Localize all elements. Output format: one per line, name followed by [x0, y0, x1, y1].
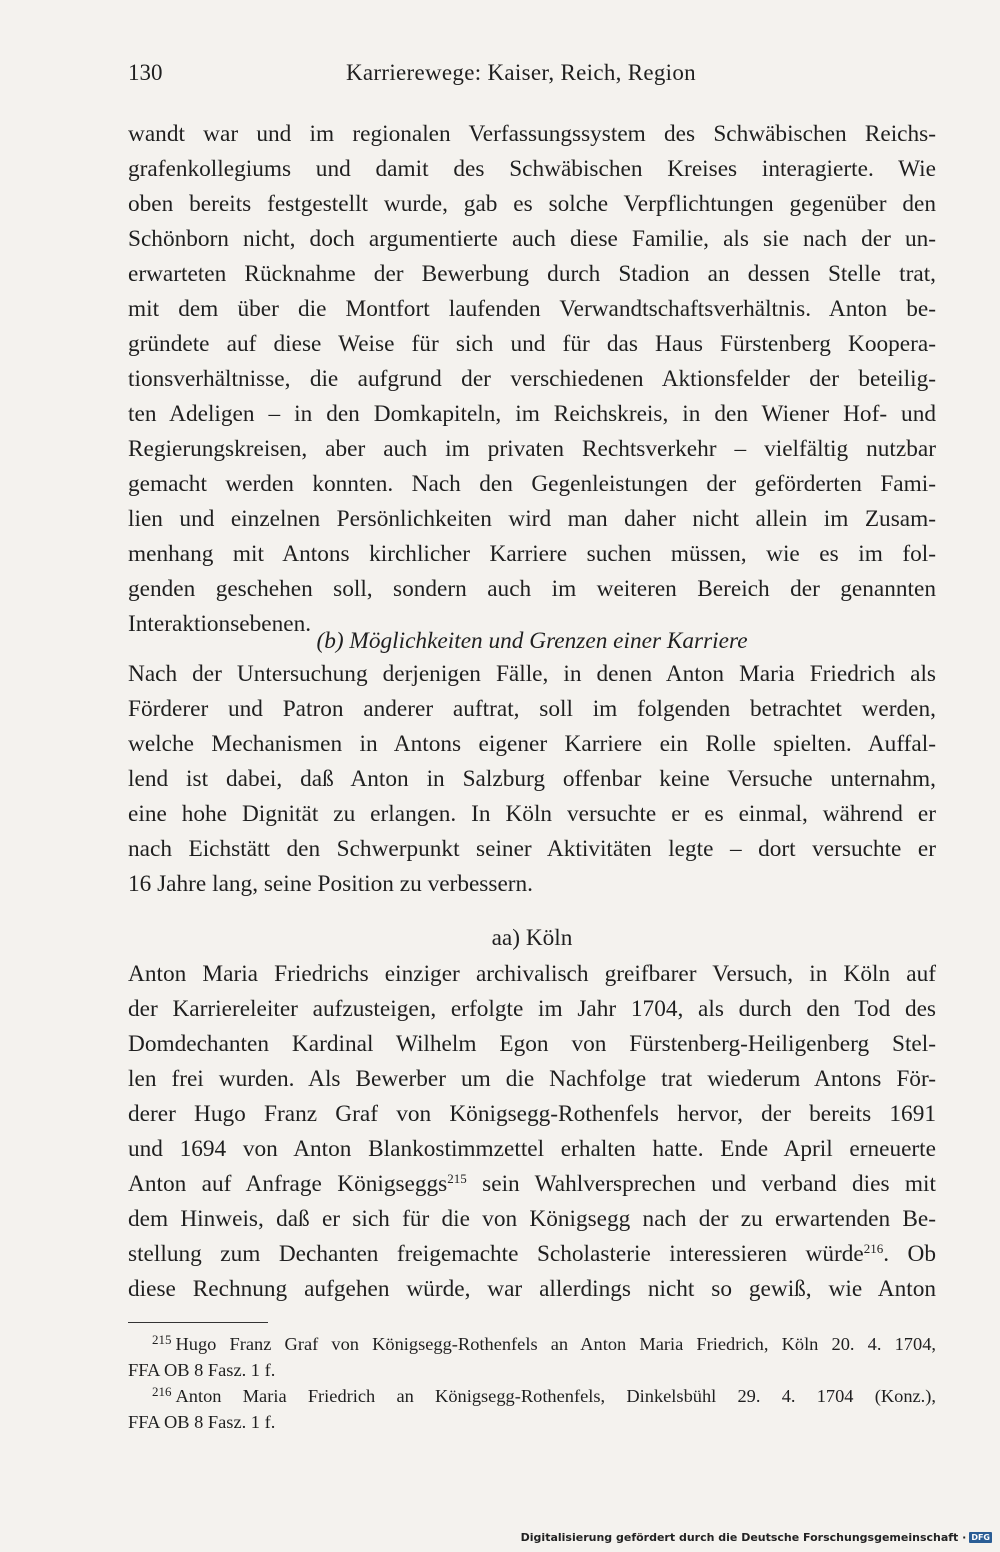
text-line: menhang mit Antons kirchlicher Karriere suchen müssen, wie es im fol- [128, 541, 936, 567]
text-line: Nach der Untersuchung derjenigen Fälle, in denen Anton Maria Friedrich als [128, 661, 936, 687]
text-line: ten Adeligen – in den Domkapiteln, im Reichskreis, in den Wiener Hof- und [128, 401, 936, 427]
paragraph-1 [128, 117, 936, 642]
text-line [128, 1167, 936, 1202]
text-segment: stellung zum Dechanten freigemachte Scholasterie interessieren würde [128, 1241, 864, 1267]
text-line: oben bereits festgestellt wurde, gab es solche Verpflichtungen gegenüber den [128, 191, 936, 217]
text-line: gründete auf diese Weise für sich und für das Haus Fürstenberg Koopera- [128, 331, 936, 357]
section-heading-aa: aa) Köln [491, 925, 573, 951]
footnote-ref-216[interactable]: 216 [863, 1241, 884, 1256]
text-line: derer Hugo Franz Graf von Königsegg-Rothenfels hervor, der bereits 1691 [128, 1101, 936, 1127]
text-segment: Anton auf Anfrage Königseggs [128, 1171, 448, 1197]
text-line: 16 Jahre lang, seine Position zu verbessern. [128, 871, 534, 897]
text-line: der Karriereleiter aufzusteigen, erfolgte im Jahr 1704, als durch den Tod des [128, 996, 936, 1022]
footnote-number: 216 [152, 1384, 172, 1399]
text-segment: sein Wahlversprechen und verband dies mit [466, 1171, 937, 1197]
text-segment: . Ob [883, 1241, 937, 1267]
footnote-text: Hugo Franz Graf von Königsegg-Rothenfels an Anton Maria Friedrich, Köln 20. 4. 1704, [175, 1334, 936, 1354]
paragraph-3 [128, 957, 936, 1307]
footnote-number: 215 [152, 1332, 172, 1347]
text-line: tionsverhältnisse, die aufgrund der verschiedenen Aktionsfelder der beteilig- [128, 366, 936, 392]
credit-text: Digitalisierung gefördert durch die Deutsche Forschungsgemeinschaft · [520, 1530, 967, 1544]
text-line: mit dem über die Montfort laufenden Verwandtschaftsverhältnis. Anton be- [128, 296, 936, 322]
footnotes [128, 1331, 936, 1435]
text-line: Regierungskreisen, aber auch im privaten Rechtsverkehr – vielfältig nutzbar [128, 436, 936, 462]
text-line: diese Rechnung aufgehen würde, war allerdings nicht so gewiß, wie Anton [128, 1276, 936, 1302]
page-number: 130 [128, 60, 163, 85]
footnote-215 [128, 1331, 936, 1357]
dfg-logo-icon: DFG [971, 1532, 990, 1542]
text-line: gemacht werden konnten. Nach den Gegenleistungen der geförderten Fami- [128, 471, 936, 497]
footnote-divider [128, 1322, 268, 1323]
digitization-credit [521, 1528, 992, 1546]
page-header [128, 60, 936, 94]
text-line: len frei wurden. Als Bewerber um die Nachfolge trat wiederum Antons För- [128, 1066, 936, 1092]
footnote-text: Anton Maria Friedrich an Königsegg-Rothenfels, Dinkelsbühl 29. 4. 1704 (Konz.), [175, 1386, 936, 1406]
text-line: und 1694 von Anton Blankostimmzettel erhalten hatte. Ende April erneuerte [128, 1136, 936, 1162]
text-line: genden geschehen soll, sondern auch im weiteren Bereich der genannten [128, 576, 936, 602]
running-head: Karrierewege: Kaiser, Reich, Region [346, 60, 696, 85]
text-line: erwarteten Rücknahme der Bewerbung durch Stadion an dessen Stelle trat, [128, 261, 936, 287]
paragraph-2 [128, 657, 936, 902]
text-line: Förderer und Patron anderer auftrat, soll im folgenden betrachtet werden, [128, 696, 936, 722]
text-line: lien und einzelnen Persönlichkeiten wird man daher nicht allein im Zusam- [128, 506, 936, 532]
text-line: welche Mechanismen in Antons eigener Karriere ein Rolle spielten. Auffal- [128, 731, 936, 757]
text-line: grafenkollegiums und damit des Schwäbischen Kreises interagierte. Wie [128, 156, 936, 182]
footnote-ref-215[interactable]: 215 [447, 1171, 467, 1186]
footnote-216-continued: FFA OB 8 Fasz. 1 f. [128, 1412, 276, 1432]
section-heading-b: (b) Möglichkeiten und Grenzen einer Karriere [316, 628, 748, 654]
text-line: wandt war und im regionalen Verfassungssystem des Schwäbischen Reichs- [128, 121, 936, 147]
text-line: lend ist dabei, daß Anton in Salzburg offenbar keine Versuche unternahm, [128, 766, 936, 792]
footnote-215-continued: FFA OB 8 Fasz. 1 f. [128, 1360, 276, 1380]
text-line: nach Eichstätt den Schwerpunkt seiner Aktivitäten legte – dort versuchte er [128, 836, 936, 862]
footnote-216 [128, 1383, 936, 1409]
text-line: dem Hinweis, daß er sich für die von Königsegg nach der zu erwartenden Be- [128, 1206, 936, 1232]
text-line: Anton Maria Friedrichs einziger archivalisch greifbarer Versuch, in Köln auf [128, 961, 936, 987]
text-line: eine hohe Dignität zu erlangen. In Köln versuchte er es einmal, während er [128, 801, 936, 827]
text-line: Interaktionsebenen. [128, 611, 312, 637]
text-line: Domdechanten Kardinal Wilhelm Egon von Fürstenberg-Heiligenberg Stel- [128, 1031, 936, 1057]
text-line [128, 1237, 936, 1272]
text-line: Schönborn nicht, doch argumentierte auch diese Familie, als sie nach der un- [128, 226, 936, 252]
